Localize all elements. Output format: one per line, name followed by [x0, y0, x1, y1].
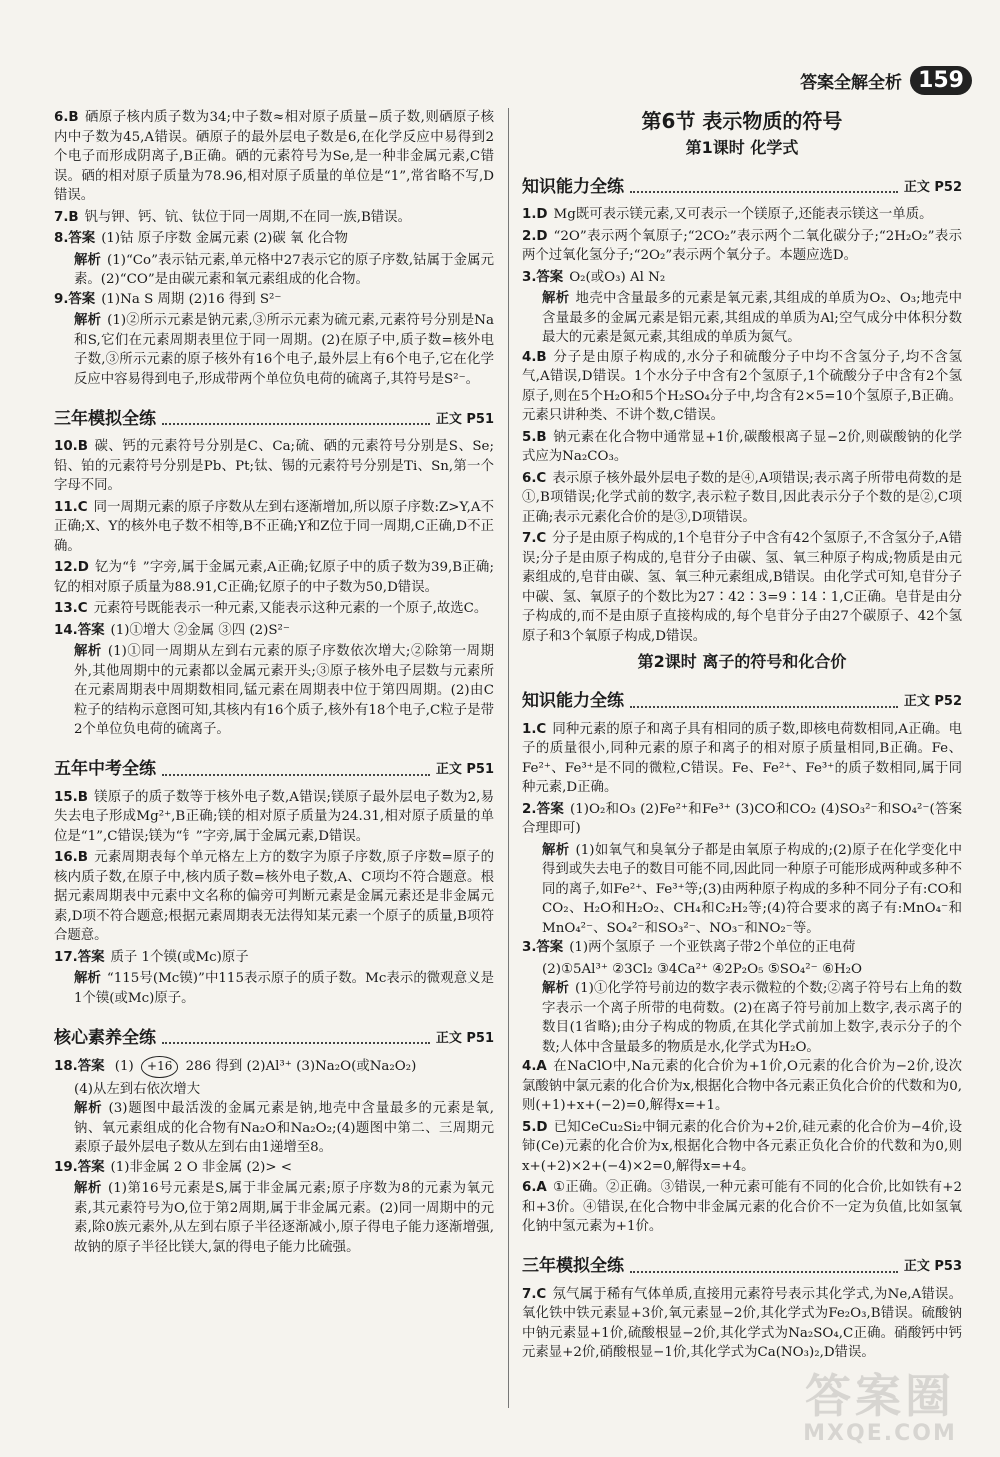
question-text: ①正确。②正确。③错误,一种元素可能有不同的化合价,比如铁有+2和+3价。④错误,在化合物中非金属元素的化合价不一定为负值,比如氢氧化钠中氢元素为+1价。 [522, 1180, 962, 1234]
left-items-b [54, 437, 494, 740]
question-text: 元素符号既能表示一种元素,又能表示这种元素的一个原子,故选C。 [93, 601, 488, 616]
question-number: 16.B [54, 850, 88, 865]
question-text: 硒原子核内质子数为34;中子数≈相对原子质量−质子数,则硒原子核内中子数为45,A错误。硒原子的最外层电子数是6,在化学反应中易得到2个电子而形成阴离子,B正确。硒的元素符号为Se,是一种非金属元素,C错误。硒的相对原子质量为78.96,相对原子质量的单位是“1”,常省略不写,D错误。 [54, 110, 494, 203]
question-item [54, 498, 494, 557]
question-item [54, 599, 494, 619]
question-number: 9.答案 [54, 291, 96, 307]
analysis-label: 解析 [542, 291, 570, 306]
question-item [54, 558, 494, 597]
question-text: 钠元素在化合物中通常显+1价,碳酸根离子显−2价,则碳酸钠的化学式应为Na₂CO₃。 [522, 429, 962, 464]
question-text: 氖气属于稀有气体单质,直接用元素符号表示其化学式,为Ne,A错误。氧化铁中铁元素显+3价,氧元素显−2价,其化学式为Fe₂O₃,B错误。硫酸钠中钠元素显+1价,硫酸根显−2价,其化学式为Na₂SO₄,C正确。硝酸钙中钙元素显+2价,硝酸根显−1价,其化学式为Ca(NO₃)₂,D错误。 [522, 1286, 962, 1360]
section-header [54, 1022, 494, 1048]
analysis-text: “115号(Mc镆)”中115表示原子的质子数。Mc表示的微观意义是1个镆(或Mc)原子。 [74, 971, 494, 1006]
question-number: 1.C [522, 721, 547, 737]
analysis-text: (1)①同一周期从左到右元素的原子序数依次增大;②除第一周期外,其他周期中的元素都以金属元素开头;③原子核外电子层数与元素所在元素周期表中周期数相同,锰元素在周期表中位于第四周期。(2)由C粒子的结构示意图可知,其核内有16个质子,核外有18个电子,C粒子是带2个单位负电荷的硫离子。 [74, 644, 494, 737]
page-number: 159 [910, 66, 972, 95]
analysis-label: 解析 [74, 644, 102, 659]
question-number: 2.D [522, 228, 548, 244]
chapter-title: 第6节 表示物质的符号 [641, 109, 843, 133]
section-title: 三年模拟全练 [522, 1256, 624, 1276]
analysis-block [522, 979, 962, 1057]
question-item [522, 1057, 962, 1116]
question-number: 15.B [54, 789, 88, 805]
question-text: (1)非金属 2 O 非金属 (2)> < [110, 1159, 293, 1175]
question-item [54, 208, 494, 228]
question-text: Mg既可表示镁元素,又可表示一个镁原子,还能表示镁这一单质。 [553, 207, 933, 222]
section-title: 知识能力全练 [522, 176, 624, 197]
section-header [54, 754, 494, 780]
question-item [522, 428, 962, 467]
question-text: 镁原子的质子数等于核外电子数,A错误;镁原子最外层电子数为2,易失去电子形成Mg²⁺,B正确;镁的相对原子质量为24.31,相对原子质量的单位是“1”,C错误;镁为“钅”字旁,属于金属元素,D错误。 [54, 789, 494, 844]
question-text: 碳、钙的元素符号分别是C、Ca;硫、硒的元素符号分别是S、Se;铅、铂的元素符号分别是Pb、Pt;钛、锡的元素符号分别是Ti、Sn,第一个字母不同。 [54, 439, 494, 493]
question-text: 同一周期元素的原子序数从左到右逐渐增加,所以原子序数:Z>Y,A不正确;X、Y的核外电子数不相等,B不正确;Y和Z位于同一周期,C正确,D不正确。 [54, 499, 494, 554]
section-header [522, 171, 962, 197]
analysis-label: 解析 [74, 1101, 103, 1116]
column-divider [508, 108, 509, 1408]
question-18 [54, 1056, 494, 1078]
question-number: 14.答案 [54, 622, 105, 638]
question-number: 6.C [522, 470, 547, 486]
section-ref: 正文 P51 [435, 1030, 494, 1046]
question-text: (1)Na S 周期 (2)16 得到 S²⁻ [101, 291, 282, 307]
q18-line2: (4)从左到右依次增大 [74, 1081, 201, 1097]
question-text: 钒与钾、钙、钪、钛位于同一周期,不在同一族,B错误。 [84, 209, 411, 225]
question-item [54, 229, 494, 249]
question-number: 1.D [522, 207, 548, 222]
question-text: 质子 1个镆(或Mc)原子 [110, 949, 249, 965]
atom-shells: 286 [185, 1059, 212, 1074]
question-text: 表示原子核外最外层电子数的是④,A项错误;表示离子所带电荷数的是①,B项错误;化学式前的数字,表示粒子数目,因此表示分子个数的是②,C项正确;表示元素化合价的是③,D项错误。 [522, 470, 962, 525]
left-column [54, 108, 494, 1257]
watermark-text: 答案圈 [805, 1369, 955, 1423]
question-number: 3.答案 [522, 269, 564, 285]
question-number: 5.B [522, 429, 547, 445]
question-number: 7.C [522, 1286, 547, 1302]
question-number: 5.D [522, 1119, 548, 1135]
analysis-label: 解析 [542, 981, 569, 996]
question-number: 18.答案 [54, 1059, 105, 1074]
question-item [54, 108, 494, 206]
question-item [522, 1118, 962, 1177]
question-number: 8.答案 [54, 231, 96, 246]
question-number: 2.答案 [522, 801, 564, 817]
question-item [522, 720, 962, 798]
question-item [54, 437, 494, 496]
question-item [54, 290, 494, 310]
analysis-label: 解析 [74, 313, 102, 328]
question-number: 19.答案 [54, 1159, 105, 1175]
page-header [800, 60, 972, 100]
section-title: 知识能力全练 [522, 691, 624, 711]
atom-nucleus-diagram: +16 [141, 1056, 178, 1078]
question-item [522, 938, 962, 958]
analysis-label: 解析 [74, 971, 101, 986]
analysis-text: (1)①化学符号前边的数字表示微粒的个数;②离子符号右上角的数字表示一个离子所带的电荷数。(2)在离子符号前加上数字,表示离子的数目(1省略);由分子构成的物质,在其化学式前加上数字,表示分子的个数;人体中含量最多的物质是水,化学式为H₂O。 [542, 981, 963, 1055]
question-number: 12.D [54, 560, 89, 575]
analysis-text: 地壳中含量最多的元素是氧元素,其组成的单质为O₂、O₃;地壳中含量最多的金属元素是铝元素,其组成的单质为Al;空气成分中体积分数最大的元素是氮元素,其组成的单质为氮气。 [542, 291, 962, 345]
question-item [522, 1178, 962, 1237]
left-items-c [54, 788, 494, 1009]
question-item [522, 469, 962, 528]
lesson-title: 第2课时 离子的符号和化合价 [637, 652, 847, 671]
question-text: (1)①增大 ②金属 ③四 (2)S²⁻ [110, 622, 290, 638]
section-header [54, 403, 494, 429]
question-text: 钇为“钅”字旁,属于金属元素,A正确;钇原子中的质子数为39,B正确;钇的相对原子质量为88.91,C正确;钇原子的中子数为50,D错误。 [54, 560, 494, 595]
question-number: 6.B [54, 110, 79, 125]
section-ref: 正文 P52 [903, 179, 962, 195]
question-item [522, 800, 962, 839]
q19-analysis [54, 1179, 494, 1257]
question-number: 7.C [522, 531, 547, 546]
lesson-title: 第1课时 化学式 [685, 137, 799, 157]
analysis-block [54, 969, 494, 1008]
question-text: 在NaClO中,Na元素的化合价为+1价,O元素的化合价为−2价,设次氯酸钠中氯元素的化合价为x,根据化合物中各元素正负化合价的代数和为0,则(+1)+x+(−2)=0,解得x=+1。 [522, 1059, 962, 1113]
analysis-block [54, 251, 494, 290]
section-header [522, 686, 962, 712]
q18-post: 得到 (2)Al³⁺ (3)Na₂O(或Na₂O₂) [215, 1059, 417, 1074]
q18-pre: (1) [114, 1059, 134, 1074]
question-number: 3.答案 [522, 940, 564, 955]
analysis-text: (1)“Co”表示钴元素,单元格中27表示它的原子序数,钴属于金属元素。(2)“CO”是由碳元素和氧元素组成的化合物。 [74, 252, 494, 287]
analysis-text: (1)②所示元素是钠元素,③所示元素为硫元素,元素符号分别是Na和S,它们在元素周期表里位于同一周期。(2)在原子中,质子数=核外电子数,③所示元素的原子核外有16个电子,最外层上有6个电子,它在化学反应中容易得到电子,形成带两个单位负电荷的硫离子,其符号是S²⁻。 [74, 313, 495, 387]
dotted-leader [162, 1042, 430, 1044]
question-text: 同种元素的原子和离子具有相同的质子数,即核电荷数相同,A正确。电子的质量很小,同种元素的原子和离子的相对原子质量相同,B正确。Fe、Fe²⁺、Fe³⁺是不同的微粒,C错误。Fe、Fe²⁺、Fe³⁺的质子数相同,属于同种元素,D正确。 [522, 721, 962, 795]
question-item [54, 948, 494, 968]
question-text: (1)O₂和O₃ (2)Fe²⁺和Fe³⁺ (3)CO和CO₂ (4)SO₃²⁻和SO₄²⁻(答案合理即可) [522, 801, 962, 836]
analysis-block [522, 841, 962, 939]
question-item [522, 348, 962, 426]
watermark-url: MXQE.COM [803, 1421, 957, 1446]
section-title: 三年模拟全练 [54, 408, 156, 429]
question-number: 10.B [54, 439, 88, 454]
analysis-block [54, 311, 494, 389]
question-item [522, 268, 962, 288]
question-text: (1)两个氢原子 一个亚铁离子带2个单位的正电荷 [569, 940, 856, 955]
question-line2: (2)①5Al³⁺ ②3Cl₂ ③4Ca²⁺ ④2P₂O₅ ⑤SO₄²⁻ ⑥H₂O [542, 961, 863, 977]
section-title: 五年中考全练 [54, 759, 156, 779]
analysis-label: 解析 [542, 842, 570, 858]
question-text: 分子是由原子构成的,1个皂苷分子中含有42个氢原子,不含氢分子,A错误;分子是由原子构成的,皂苷分子由碳、氢、氧三种原子构成;物质是由元素组成的,皂苷由碳、氢、氧三种元素组成,B错误。由化学式可知,皂苷分子中碳、氢、氧原子的个数比为27∶42∶3=9∶14∶1,C正确。皂苷是由分子构成的,而不是由原子直接构成的,每个皂苷分子由27个碳原子、42个氢原子和3个氧原子构成,D错误。 [522, 531, 962, 644]
dotted-leader [630, 706, 898, 708]
question-text: 分子是由原子构成的,水分子和硫酸分子中均不含氢分子,均不含氢气,A错误,D错误。1个水分子中含有2个氢原子,1个硫酸分子中含有2个氢原子,则在5个H₂O和5个H₂SO₄分子中,均含有2×5=10个氢原子,B正确。元素只讲种类、不讲个数,C错误。 [522, 349, 962, 423]
question-item [54, 848, 494, 946]
right-items-a [522, 205, 962, 646]
question-text: “2O”表示两个氧原子;“2CO₂”表示两个二氧化碳分子;“2H₂O₂”表示两个过氧化氢分子;“2O₂”表示两个氧分子。本题应选D。 [522, 228, 962, 263]
question-item [522, 1285, 962, 1363]
question-number: 13.C [54, 601, 88, 616]
dotted-leader [630, 191, 898, 193]
section-ref: 正文 P51 [435, 411, 494, 427]
question-text: 已知CeCu₂Si₂中铜元素的化合价为+2价,硅元素的化合价为−4价,设铈(Ce)元素的化合价为x,根据化合物中各元素正负化合价的代数和为0,则x+(+2)×2+(−4)×2=0,解得x=+4。 [522, 1119, 962, 1174]
dotted-leader [162, 423, 430, 425]
question-number: 11.C [54, 499, 88, 515]
question-item [522, 227, 962, 266]
question-text: 元素周期表每个单元格左上方的数字为原子序数,原子序数=原子的核内质子数,在原子中,核内质子数=核外电子数,A、C项均不符合题意。根据元素周期表中元素中文名称的偏旁可判断元素是金属元素还是非金属元素,D项不符合题意;根据元素周期表无法得知某元素一个原子的质量,B项符合题意。 [54, 850, 494, 943]
section-header [522, 1251, 962, 1277]
question-item [522, 529, 962, 646]
question-number: 4.A [522, 1059, 547, 1074]
analysis-text: (3)题图中最活泼的金属元素是钠,地壳中含量最多的元素是氧,钠、氧元素组成的化合物有Na₂O和Na₂O₂;(4)题图中第二、三周期元素原子最外层电子数从左到右由1递增至8。 [74, 1101, 495, 1155]
right-items-c [522, 1285, 962, 1363]
dotted-leader [162, 774, 430, 776]
question-19 [54, 1158, 494, 1178]
dotted-leader [630, 1271, 898, 1273]
question-number: 7.B [54, 209, 79, 225]
header-title: 答案全解全析 [800, 72, 903, 93]
right-column [522, 108, 962, 1365]
left-items-a [54, 108, 494, 389]
question-item [54, 621, 494, 641]
analysis-label: 解析 [74, 1181, 102, 1196]
question-number: 4.B [522, 349, 547, 365]
q18-analysis [54, 1099, 494, 1158]
analysis-label: 解析 [74, 252, 101, 268]
question-item [522, 205, 962, 225]
analysis-text: (1)如氧气和臭氧分子都是由氧原子构成的;(2)原子在化学变化中得到或失去电子的数目可能不同,因此同一种原子可能形成两种或多种不同的离子,如Fe²⁺、Fe³⁺等;(3)由两种原子构成的多种不同分子有:CO和CO₂、H₂O和H₂O₂、CH₄和C₂H₂等;(4)符合要求的离子有:MnO₄⁻和MnO₄²⁻、SO₄²⁻和SO₃²⁻、NO₃⁻和NO₂⁻等。 [542, 842, 962, 936]
section-title: 核心素养全练 [54, 1027, 156, 1048]
right-items-b [522, 720, 962, 1237]
question-item [54, 788, 494, 847]
question-text: (1)钴 原子序数 金属元素 (2)碳 氧 化合物 [101, 231, 348, 246]
question-number: 17.答案 [54, 949, 105, 965]
section-ref: 正文 P51 [435, 762, 494, 777]
analysis-text: (1)第16号元素是S,属于非金属元素;原子序数为8的元素为氧元素,其元素符号为O,位于第2周期,属于非金属元素。(2)同一周期中的元素,除0族元素外,从左到右原子半径逐渐减小,原子得电子能力逐渐增强,故钠的原子半径比镁大,氯的得电子能力比硫强。 [74, 1181, 495, 1255]
section-ref: 正文 P52 [903, 694, 962, 709]
analysis-block [54, 642, 494, 740]
section-ref: 正文 P53 [903, 1259, 962, 1274]
watermark-logo [770, 1371, 990, 1451]
question-text: O₂(或O₃) Al N₂ [569, 269, 666, 285]
analysis-block [522, 289, 962, 348]
question-number: 6.A [522, 1180, 547, 1195]
